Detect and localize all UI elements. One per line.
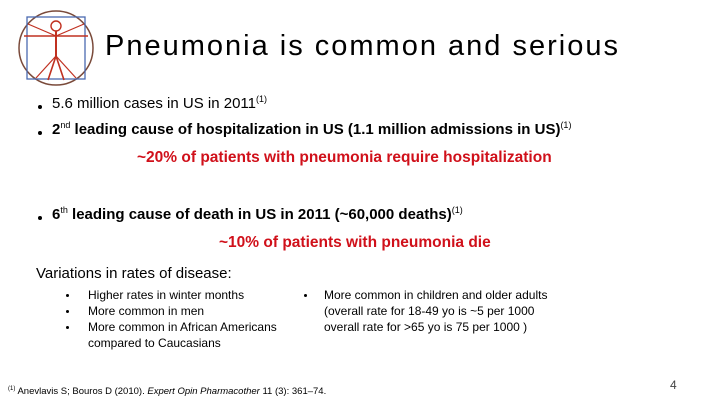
list-item-continuation: compared to Caucasians <box>88 336 221 350</box>
bullet-item <box>52 121 571 138</box>
list-item-continuation: overall rate for >65 yo is 75 per 1000 ) <box>324 320 528 334</box>
variations-heading: Variations in rates of disease: <box>36 265 232 282</box>
bullet-dot <box>66 294 69 297</box>
reference <box>8 386 326 397</box>
bullet-dot <box>304 294 307 297</box>
bullet-text: leading cause of hospitalization in US (1.1 million admissions in US) <box>70 121 561 138</box>
bullet-dot <box>38 105 42 109</box>
bullet-item <box>52 206 463 223</box>
vitruvian-man-logo <box>14 6 98 90</box>
ordinal-number: 2 <box>52 121 61 138</box>
bullet-dot <box>66 326 69 329</box>
citation-marker: (1) <box>451 205 463 215</box>
ordinal-number: 6 <box>52 206 61 223</box>
citation-marker: (1) <box>256 94 267 104</box>
highlight-deaths: ~10% of patients with pneumonia die <box>219 234 491 251</box>
bullet-dot <box>38 131 42 135</box>
bullet-dot <box>38 216 42 220</box>
list-item: More common in men <box>88 304 205 318</box>
list-item-continuation: (overall rate for 18-49 yo is ~5 per 1000 <box>324 304 535 318</box>
list-item: More common in children and older adults <box>324 288 548 302</box>
slide-title: Pneumonia is common and serious <box>105 30 620 62</box>
bullet-dot <box>66 310 69 313</box>
reference-authors: Anevlavis S; Bouros D (2010). <box>15 386 148 397</box>
list-item: Higher rates in winter months <box>88 288 245 302</box>
reference-journal: Expert Opin Pharmacother <box>147 386 260 397</box>
ordinal-suffix: th <box>60 205 68 215</box>
reference-marker: (1) <box>8 385 16 392</box>
bullet-text: 5.6 million cases in US in 2011 <box>52 95 256 112</box>
ordinal-suffix: nd <box>60 120 71 130</box>
highlight-hospitalization: ~20% of patients with pneumonia require hospitalization <box>137 149 552 166</box>
reference-details: 11 (3): 361–74. <box>259 386 327 397</box>
citation-marker: (1) <box>560 120 572 130</box>
page-number: 4 <box>670 378 677 392</box>
bullet-item <box>52 95 267 112</box>
bullet-text: leading cause of death in US in 2011 (~60,000 deaths) <box>67 206 452 223</box>
list-item: More common in African Americans <box>88 320 277 334</box>
